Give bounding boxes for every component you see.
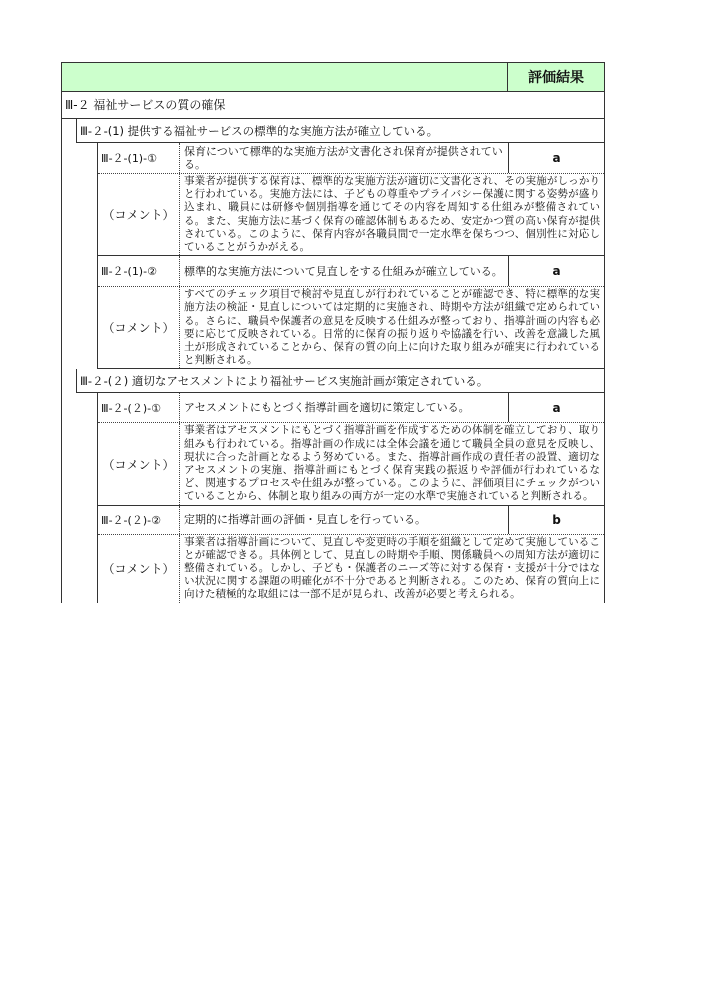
item-code: Ⅲ-２-(２)-①	[98, 393, 180, 422]
item-rating: a	[508, 256, 604, 286]
subsection-items	[97, 143, 604, 369]
header-blank	[62, 63, 507, 91]
comment-row	[98, 174, 604, 256]
comment-text: すべてのチェック項目で検討や見直しが行われていることが確認でき、特に標準的な実施方法の検証・見直しについては定期的に実施され、時期や方法が組織で定められている。さらに、職員や保護者の意見を反映する仕組みが整っており、指導計画の内容も必要に応じて反映されている。日常的に保育の振り返りや協議を行い、改善を意識した風土が形成されていることから、保育の質の向上に向けた取り組みが確実に行われていると判断される。	[184, 288, 600, 367]
section-body	[61, 119, 605, 603]
item-text: 標準的な実施方法について見直しをする仕組みが確立している。	[184, 264, 503, 278]
section-title: Ⅲ-２ 福祉サービスの質の確保	[61, 92, 605, 119]
item-rating: a	[508, 393, 604, 422]
item-rating: b	[508, 506, 604, 534]
comment-text: 事業者はアセスメントにもとづく指導計画を作成するための体制を確立しており、取り組みも行われている。指導計画の作成には全体会議を通じて職員全員の意見を反映し、現状に合った計画となるよう努めている。また、指導計画作成の責任者の設置、適切なアセスメントの実施、指導計画にもとづく保育実践の振返りや評価が行われているなど、関連するプロセスや仕組みが整っている。このように、評価項目にチェックがついていることから、体制と取り組みの両方が一定の水準で実施されていると判断される。	[184, 424, 600, 503]
comment-label: （コメント）	[98, 287, 180, 368]
comment-row	[98, 423, 604, 505]
subsection-title: Ⅲ-２-(1) 提供する福祉サービスの標準的な実施方法が確立している。	[76, 119, 604, 143]
item-rating: a	[508, 143, 604, 173]
evaluation-item	[98, 393, 604, 423]
subsection-items	[97, 393, 604, 602]
item-code: Ⅲ-２-(1)-①	[98, 143, 180, 173]
comment-row	[98, 287, 604, 369]
comment-text: 事業者は指導計画について、見直しや変更時の手順を組織として定めて実施していることが確認できる。具体例として、見直しの時期や手順、関係職員への周知方法が適切に整備されている。しかし、子ども・保護者のニーズ等に対する保育・支援が十分ではない状況に関する課題の明確化が不十分であると判断される。このため、保育の質向上に向けた積極的な取組には一部不足が見られ、改善が必要と考えられる。	[184, 535, 600, 601]
comment-label: （コメント）	[98, 174, 180, 255]
comment-text: 事業者が提供する保育は、標準的な実施方法が適切に文書化され、その実施がしっかりと行われている。実施方法には、子どもの尊重やプライバシー保護に関する姿勢が盛り込まれ、職員には研修や個別指導を通じてその内容を周知する仕組みが整備されている。また、実施方法に基づく保育の確認体制もあるため、安定かつ質の高い保育が提供されている。このように、保育内容が各職員間で一定水準を保ちつつ、個別性に対応していることがうかがえる。	[184, 175, 600, 254]
item-text: アセスメントにもとづく指導計画を適切に策定している。	[184, 401, 470, 415]
evaluation-sheet	[61, 62, 605, 603]
evaluation-item	[98, 256, 604, 287]
comment-label: （コメント）	[98, 423, 180, 504]
table-header	[61, 62, 605, 92]
item-code: Ⅲ-２-(1)-②	[98, 256, 180, 286]
item-code: Ⅲ-２-(２)-②	[98, 506, 180, 534]
subsection-title: Ⅲ-２-(２) 適切なアセスメントにより福祉サービス実施計画が策定されている。	[76, 369, 604, 393]
result-column-header: 評価結果	[507, 63, 604, 91]
comment-label: （コメント）	[98, 535, 180, 603]
evaluation-item	[98, 506, 604, 535]
item-text: 定期的に指導計画の評価・見直しを行っている。	[184, 513, 426, 527]
item-text: 保育について標準的な実施方法が文書化され保育が提供されている。	[184, 145, 503, 171]
comment-row	[98, 535, 604, 603]
evaluation-item	[98, 143, 604, 174]
